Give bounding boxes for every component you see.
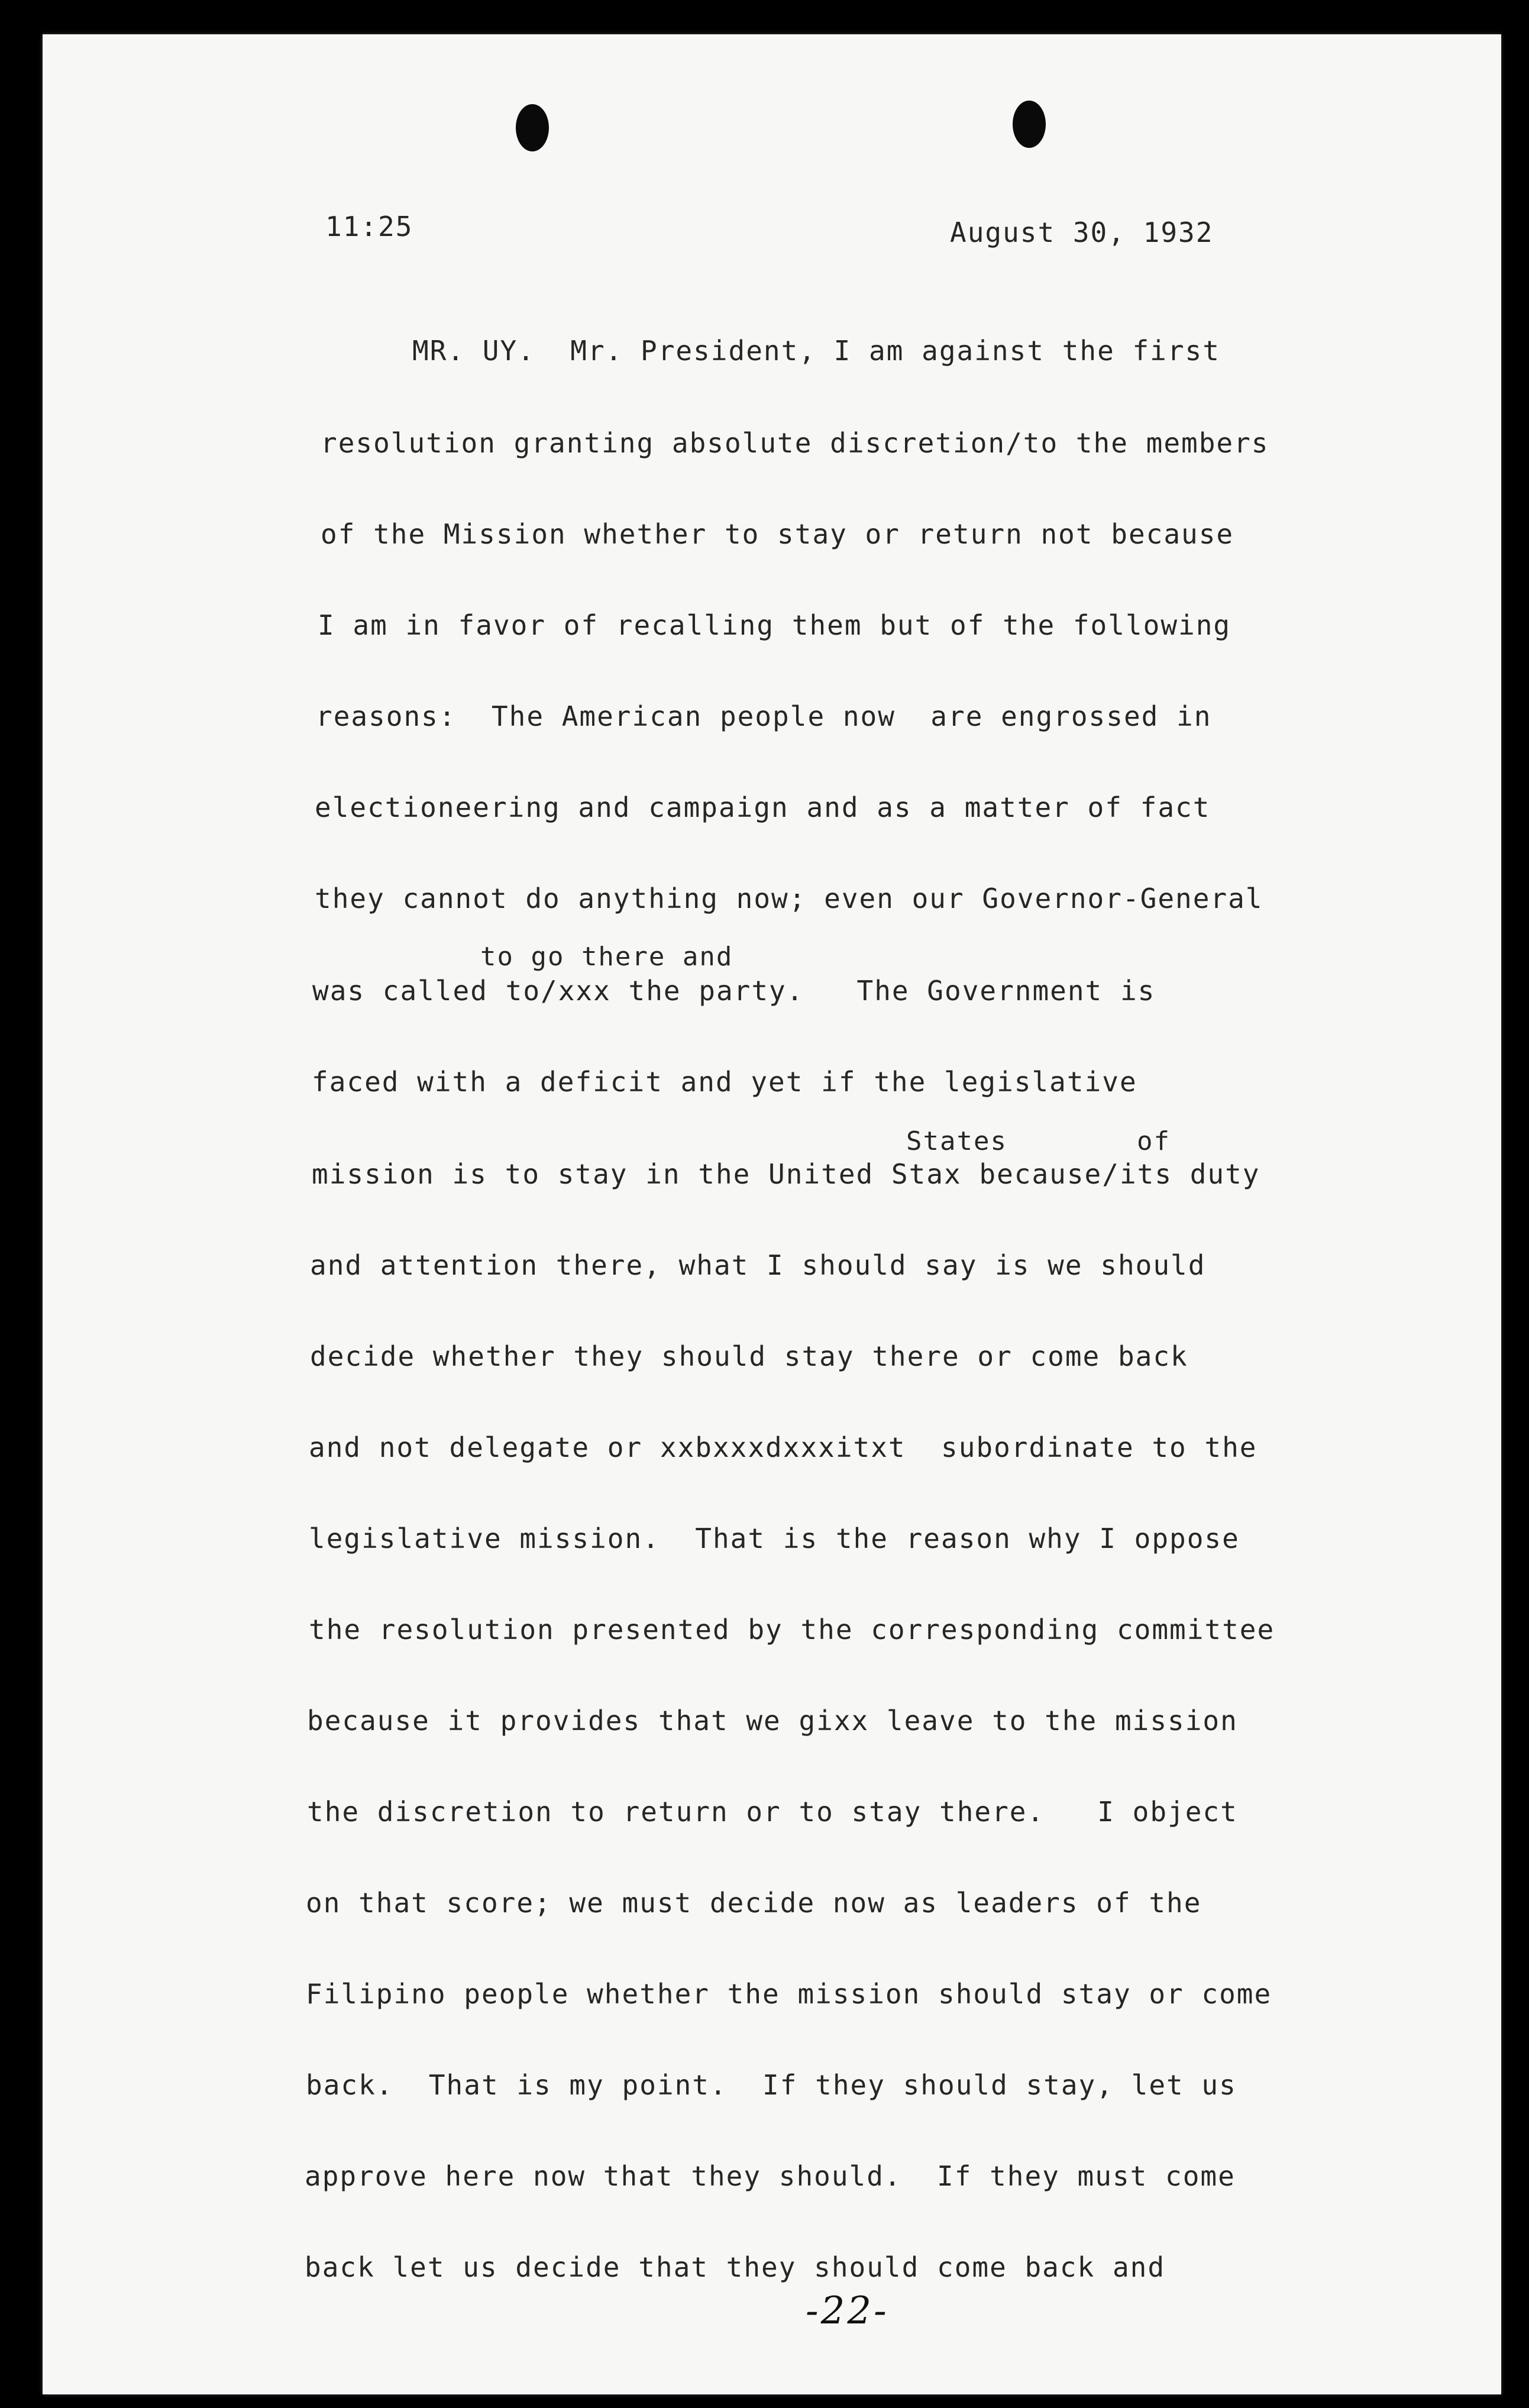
body-line-9: faced with a deficit and yet if the legislative bbox=[312, 1066, 1137, 1098]
interlinear-to-go-there-and: to go there and bbox=[480, 942, 733, 972]
body-line-4: I am in favor of recalling them but of the following bbox=[318, 609, 1231, 641]
body-line-22: back let us decide that they should come back and bbox=[305, 2251, 1166, 2283]
punch-hole-left bbox=[516, 104, 549, 151]
document-page bbox=[43, 34, 1501, 2394]
body-line-21: approve here now that they should. If they must come bbox=[305, 2160, 1236, 2192]
page-number: -22- bbox=[806, 2289, 889, 2333]
body-line-14: legislative mission. That is the reason why I oppose bbox=[309, 1523, 1240, 1554]
body-line-12: decide whether they should stay there or come back bbox=[310, 1340, 1188, 1372]
body-line-8: was called to/xxx the party. The Government is bbox=[312, 975, 1156, 1007]
body-line-17: the discretion to return or to stay there. I object bbox=[307, 1796, 1238, 1828]
body-line-7: they cannot do anything now; even our Governor-General bbox=[315, 883, 1263, 914]
body-line-20: back. That is my point. If they should stay, let us bbox=[306, 2069, 1237, 2101]
body-line-10: mission is to stay in the United Stax because/its duty bbox=[312, 1158, 1260, 1190]
body-line-3: of the Mission whether to stay or return not because bbox=[321, 518, 1234, 550]
body-line-15: the resolution presented by the corresponding committee bbox=[309, 1614, 1275, 1646]
interlinear-states: States bbox=[906, 1126, 1007, 1156]
body-line-2: resolution granting absolute discretion/to the members bbox=[321, 427, 1269, 459]
interlinear-of: of bbox=[1137, 1126, 1171, 1156]
header-date: August 30, 1932 bbox=[950, 216, 1214, 248]
body-line-11: and attention there, what I should say is we should bbox=[310, 1249, 1206, 1281]
body-line-18: on that score; we must decide now as leaders of the bbox=[306, 1887, 1202, 1919]
header-time: 11:25 bbox=[325, 211, 413, 243]
body-line-1: MR. UY. Mr. President, I am against the first bbox=[412, 335, 1220, 367]
body-line-6: electioneering and campaign and as a matter of fact bbox=[315, 791, 1211, 823]
body-line-16: because it provides that we gixx leave to the mission bbox=[307, 1705, 1238, 1737]
body-line-13: and not delegate or xxbxxxdxxxitxt subordinate to the bbox=[309, 1431, 1258, 1463]
body-line-19: Filipino people whether the mission should stay or come bbox=[306, 1978, 1272, 2010]
body-line-5: reasons: The American people now are engrossed in bbox=[316, 700, 1212, 732]
punch-hole-right bbox=[1013, 101, 1046, 148]
